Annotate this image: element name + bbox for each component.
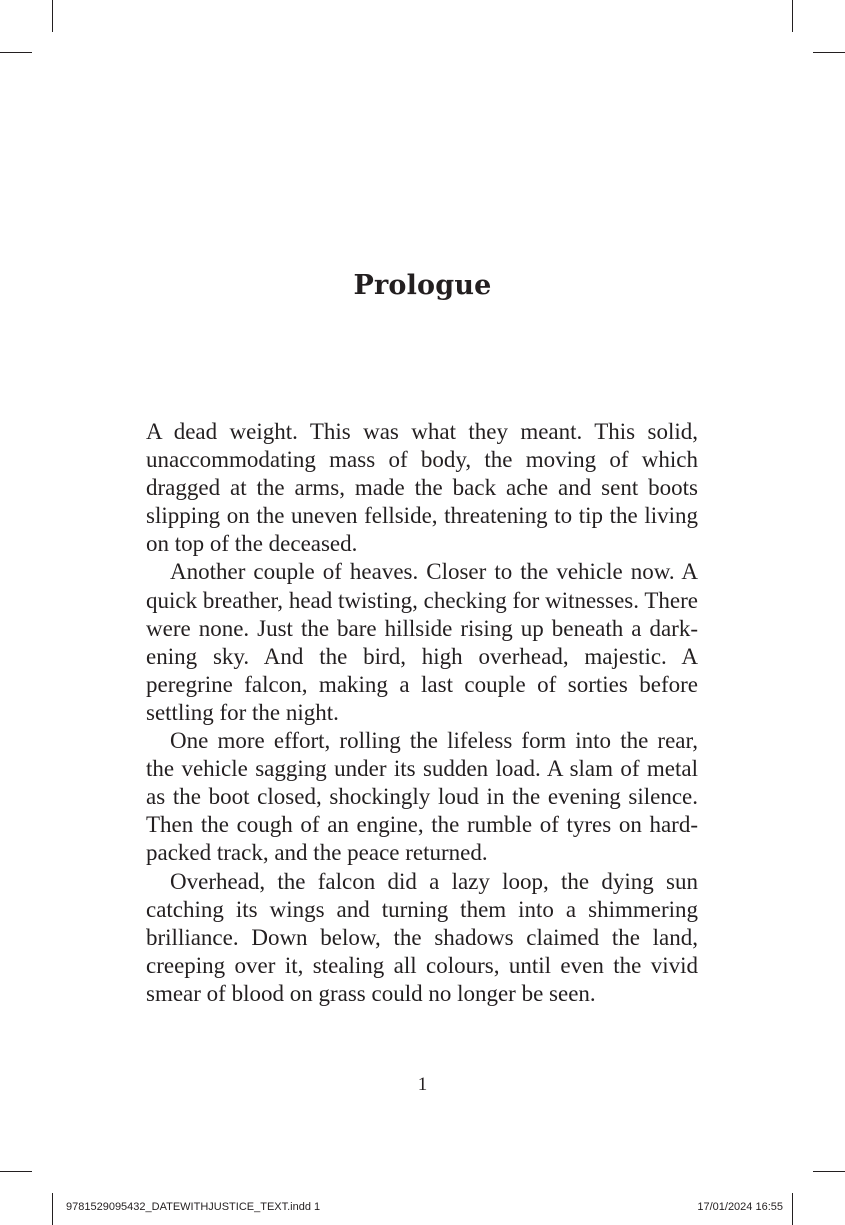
crop-mark-bottom-left — [52, 1193, 53, 1225]
crop-mark-top-right — [792, 0, 793, 32]
page-number: 1 — [417, 1074, 428, 1095]
crop-mark-bottom-right-h — [813, 1171, 845, 1172]
slug-timestamp: 17/01/2024 16:55 — [697, 1201, 783, 1213]
crop-mark-bottom-left-h — [0, 1171, 32, 1172]
paragraph: Another couple of heaves. Closer to the vehicle now. A quick breather, head twisting, checking for witnesses. There were none. Just the bare hillside rising up beneath a darkening sky. And the bird, high overhead, majestic. A peregrine falcon, making a last couple of sorties before settling for the night. — [146, 559, 698, 725]
crop-mark-top-left — [52, 0, 53, 32]
paragraph: One more effort, rolling the lifeless form into the rear, the vehicle sagging under its sudden load. A slam of metal as the boot closed, shockingly loud in the evening silence. Then the cough of an engine, the rumble of tyres on hardpacked track, and the peace returned. — [146, 728, 698, 866]
slug-filename: 9781529095432_DATEWITHJUSTICE_TEXT.indd 1 — [66, 1201, 321, 1213]
paragraph: Overhead, the falcon did a lazy loop, the dying sun catching its wings and turning them into a shimmering brilliance. Down below, the shadows claimed the land, creeping over it, stealing all colours, until even the vivid smear of blood on grass could no longer be seen. — [146, 868, 698, 1006]
chapter-title: Prologue — [353, 270, 492, 301]
paragraph: A dead weight. This was what they meant. This solid, unaccommodating mass of body, the moving of which dragged at the arms, made the back ache and sent boots slipping on the uneven fellside, threatening to tip the living on top of the deceased. — [146, 419, 698, 557]
crop-mark-top-left-h — [0, 52, 32, 53]
prologue-body — [146, 418, 698, 1008]
crop-mark-bottom-right — [792, 1193, 793, 1225]
crop-mark-top-right-h — [813, 52, 845, 53]
